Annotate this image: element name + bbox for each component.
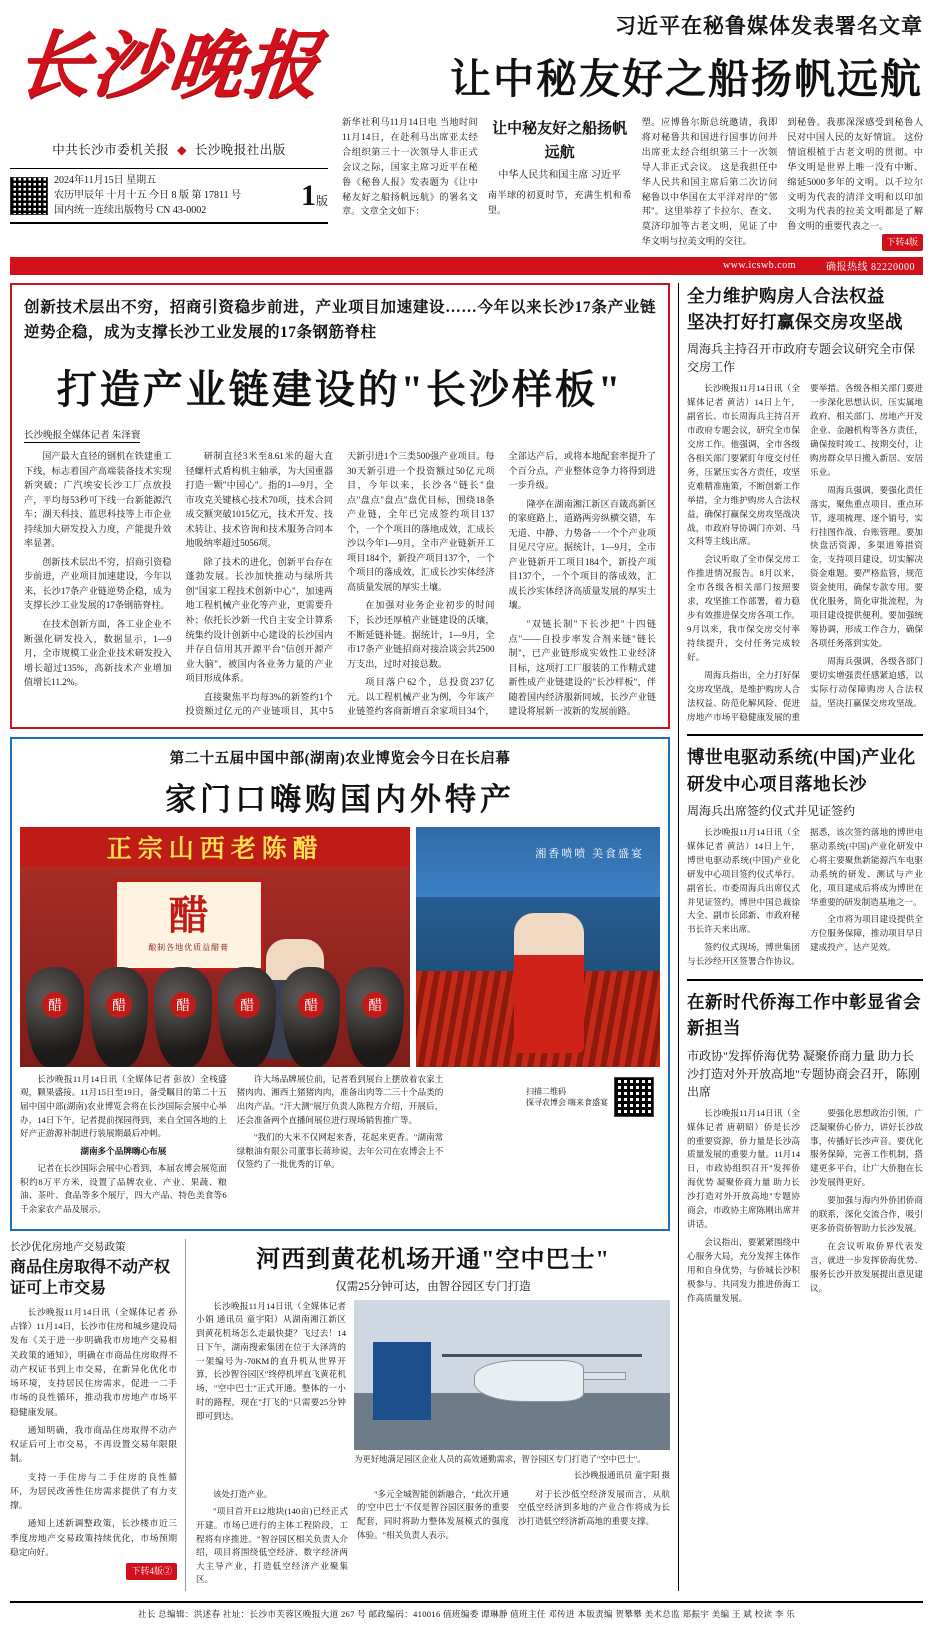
top-story-col3: 塑。应博鲁尔斯总统邀请，我即将对秘鲁共和国进行国事访问并出席亚太经合组织第三十一次领导人非正式会议。 这是我担任中华人民共和国主席后第二次访问秘鲁以中华国在太平洋对岸的"邻邦"。这里举荐了卡拉尔、查文、莫济印加等古老文明，见证了中华文明与拉美文明的交往。 [641, 117, 778, 247]
heli-para: 该处打造产业。 [213, 1488, 273, 1499]
lead-story-title: 打造产业链建设的"长沙样板" [56, 366, 624, 412]
continue-link[interactable] [787, 234, 923, 251]
lead-story-summary: 创新技术层出不穷，招商引资稳步前进，产业项目加速建设……今年以来长沙17条产业链逆势企稳，成为支撑长沙工业发展的17条钢筋脊柱 [24, 298, 656, 342]
expo-story [10, 737, 670, 1231]
publish-date: 2024年11月15日 星期五 [54, 175, 157, 186]
housing-byline: 长沙晚报11月14日讯（全媒体记者 孙占锋）11月14日，长沙市住房和城乡建设局发布《关于进一步明确我市房地产交易相关政策的通知》，明确在市商品住房取得不动产权证书到上市交易，在新异化优化市场环境，支持居民住房需求，促进一二手市场的良性循环，推动我市房地产市场平稳健康发展。 [10, 1306, 177, 1417]
sidebar-byline: 长沙晚报11月14日讯（全媒体记者 唐朝昭）侨是长沙的重要资源，侨力量是长沙高质量发展的重要力量。11月14日，市政协组织召开"发挥侨海优势 凝聚侨商力量 助力长沙打造对外开放高地"专题协商会，市政协主席陈刚出席并讲话。 [687, 1107, 800, 1230]
diamond-icon: ◆ [176, 143, 188, 157]
housing-para: 通知明确，我市商品住房取得不动产权证后可上市交易，不再设置交易年限限制。 [10, 1424, 177, 1464]
heli-title: 河西到黄花机场开通"空中巴士" [256, 1246, 610, 1273]
expo-photo-booth [416, 827, 660, 1067]
sidebar-byline: 长沙晚报11月14日讯（全媒体记者 黄洁）14日上午，副省长、市长周海兵主持召开市政府专题会议，研究全市保交房工作。他强调，全市各级各相关部门要紧盯年度交付任务，压紧压实各方责任，攻坚克难精准施策，不断创新工作举措，全力维护购房人合法权益，确保打赢保交房攻坚战决战，市政府导协调门亦刘、马文科等主线出席。 [687, 383, 800, 547]
hotline: 确报热线 82220000 [826, 262, 915, 274]
expo-caption-main: 长沙晚报11月14日讯（全媒体记者 彭放）全栈盛观，颗果盛接。11月15日至19日，备受瞩目的第二十五届中国中部(湖南)农业博览会将在长沙国际会展中心举办，14日下午，记者提前探园得到，来自全国各地的上好产正游源补制进行装展期最后冲刺。 [20, 1073, 227, 1139]
lead-para: 直接聚焦平均每3%的新签约1个投资额过亿元的产业链项目，其中5天新引进1个三类500强产业项目。每30天新引进一个投资额过50亿元项目，今年以来，长沙各"链长"盘点"盘点"盘点"盘优目标，围绕18条产业链，全年已完成签约项目137个，一个个项目的落地成效，汇成长沙以今年1—9月，全市产业链新开工项目184个，新投产项目137个，一个个项目的落成效，汇成长沙实体经济高质量发展的厚实土壤。 [185, 450, 495, 717]
vinegar-jar [282, 967, 340, 1067]
sidebar-title-1a: 全力维护购房人合法权益 [687, 285, 885, 306]
app-qr-icon[interactable] [10, 177, 48, 215]
qr-caption-line1: 扫描二维码 [526, 1086, 567, 1096]
masthead-left [10, 6, 328, 224]
lead-story-box [10, 283, 670, 729]
sidebar-para: 签约仪式现场，博世集团与长沙经开区签署合作协议。据悉，该次签约落地的博世电驱动系统(中国)产业化研发中心将主要聚焦新能源汽车电驱动系统的研发、测试与产业化，项目建成后将成为博世在华重要的研发制造基地之一。 [687, 826, 923, 967]
main-column [10, 283, 670, 1591]
top-story-col2-wrap [488, 115, 632, 251]
housing-para: 支持一手住房与二手住房的良性循环，为居民改善性住房需求提供了有力支撑。 [10, 1471, 177, 1511]
sidebar-para: 会议听取了全市保交房工作推进情况报告。8月以来，全市各级各相关部门按照要求，攻坚推工作部署，着力稳步有效推进保交房各项工作。9月以来，我市保交房交付率持续提升，交付任务完成较好。 [687, 554, 800, 662]
story-helicopter [196, 1239, 670, 1591]
expo-caption-col1 [20, 1073, 227, 1221]
sidebar-para: 全市将为项目建设提供全方位服务保障，推动项目早日建成投产、达产见效。 [810, 914, 923, 953]
housing-body [10, 1305, 177, 1580]
expo-kicker: 第二十五届中国中部(湖南)农业博览会今日在长启幕 [169, 750, 511, 767]
sidebar-story-2 [687, 744, 923, 969]
expo-subhead: 湖南多个品牌嗨心布展 [80, 1145, 167, 1156]
signboard-char: 醋 [168, 893, 209, 939]
expo-caption-col3 [453, 1073, 660, 1221]
sidebar-para: 周海兵强调，要强化责任落实，聚焦重点项目、重点环节，逐项梳理、逐个销号，实行挂图作战、台账管理。要加快盘活资源，多渠道筹措资金，支持项目建设，切实解决资金难题。要严格监管，规范资金使用，确保专款专用。要优化服务，简化审批流程，为项目建设提供便利。要加强统筹协调，形成工作合力，确保各项任务落到实处。 [810, 484, 923, 648]
sidebar-para: 周海兵强调，各级各部门要切实增强责任感紧迫感，以实际行动保障购房人合法权益，坚决打赢保交房攻坚战。 [810, 655, 923, 708]
edition-unit: 版 [315, 193, 328, 208]
red-divider-bar [10, 257, 923, 275]
vinegar-jar [218, 967, 276, 1067]
top-story-col4-wrap [787, 115, 923, 251]
booth-header [416, 827, 660, 897]
expo-caption-para: 许大场品牌展位前，记者看到展台上摆放着农家土猪肉肉、湘西土猪猪肉肉，准备出肉等二三十个品类的出肉产品。"汗大测"展厅负责人陈程方介绍，开展后，还会准备两个直播间展位进行现场销售推广等。 [236, 1073, 444, 1125]
lead-para: 项目落户62个，总投资237亿元。以工程机械产业为例，今年该产业链签约客商新增百余家项目34个，全部达产后，或将本地配套率提升了个百分点，产业整体竞争力将得到进一步升级。 [347, 450, 656, 717]
photo-jar-row [20, 957, 410, 1067]
sidebar-column [678, 283, 923, 1591]
heli-photo-wrap [354, 1300, 670, 1483]
vinegar-jar [346, 967, 404, 1067]
masthead-meta-text [54, 173, 295, 218]
sidebar-para: 周海兵指出，全力打好保交房攻坚战，是维护购房人合法权益、防范化解风险、促进房地产市场平稳健康发展的重要举措。各级各相关部门要进一步深化思想认识，压实属地政府、相关部门、房地产开发企业、金融机构等各方责任，确保按时竣工、按期交付，让购房群众早日搬入新居、安居乐业。 [687, 383, 923, 722]
photo-banner [20, 827, 410, 867]
vinegar-jar [26, 967, 84, 1067]
bottom-stories [10, 1239, 670, 1591]
photo-banner-text: 正宗山西老陈醋 [106, 835, 324, 863]
sidebar-sub-3: 市政协"发挥侨海优势 凝聚侨商力量 助力长沙打造对外开放高地"专题协商会召开，陈刚出席 [687, 1048, 920, 1099]
sidebar-para: 在会议听取侨界代表发言，就进一步发挥侨海优势、服务长沙开放发展提出意见建议。 [810, 1240, 923, 1293]
photo-person [514, 913, 584, 1053]
sidebar-para: 要强化思想政治引领，广泛凝聚侨心侨力，讲好长沙故事，传播好长沙声音。要优化服务保障，完善工作机制，搭建更多平台，让广大侨胞在长沙发展得更好。 [810, 1107, 923, 1188]
qr-caption [526, 1086, 608, 1108]
sidebar-divider [687, 734, 923, 736]
sidebar-body-1 [687, 382, 923, 724]
expo-photos [20, 827, 660, 1067]
sidebar-body-3 [687, 1107, 923, 1306]
sidebar-sub-2: 周海兵出席签约仪式并见证签约 [687, 803, 856, 818]
lead-para: 国产最大直径的钢机在铁建重工下线，标志着国产高端装备技术实现新突破；广汽埃安长沙工厂点放投产，平均每53秒可下线一台新能源汽车；湖天科技、蓝思科技等上市企业持续加大研发投入力度，产能提升效率显著。 [24, 450, 172, 549]
masthead-org: 中共长沙市委机关报 [52, 143, 170, 157]
masthead [10, 0, 923, 251]
top-story-author: 中华人民共和国主席 习近平 [498, 169, 621, 181]
story-housing [10, 1239, 186, 1591]
continue-tag[interactable]: 下转4版② [126, 1563, 177, 1580]
lead-story-byline: 长沙晚报全媒体记者 朱泽寰 [24, 427, 140, 443]
page-footer: 社长 总编辑：洪述春 社址：长沙市芙蓉区晚报大道 267 号 邮政编码：410016 值班编委 谭琳静 值班主任 邓传进 本版责编 贺攀攀 美术总监 郑振宇 美编 王 斌 校读 李 乐 [10, 1601, 923, 1628]
expo-title: 家门口嗨购国内外特产 [165, 781, 515, 817]
masthead-right [328, 6, 923, 251]
expo-caption-para: 记者在长沙国际会展中心看到，本届农博会展览面积约8万平方米，设置了品牌农业、产业、果蔬、粮油、茶叶、食品等多个展厅，四大产品、特色美食等6千余家农产品及展示。 [20, 1163, 227, 1214]
top-story-col4: 到秘鲁。我那深深感受到秘鲁人民对中国人民的友好情谊。 这份情谊根植于古老文明的贯彻。中华文明是世界上唯一没有中断、绵延5000多年的文明。以千垃尔文明为代表的清洋文明和以印加文明为代表的拉美文明都是了解鲁文明的重要代表之一。 [787, 117, 924, 232]
heli-photo-credit: 长沙晚报通讯员 童宇阳 摄 [573, 1471, 670, 1481]
newspaper-logo [10, 6, 328, 114]
heli-para: 对于长沙低空经济发展而言，从航空低空经济到多地的产业合作将成为长沙打造低空经济新高地的重要支撑。 [518, 1488, 670, 1526]
heli-photo [354, 1300, 670, 1450]
website-url[interactable]: www.icswb.com [722, 260, 796, 272]
lead-para: 创新技术层出不穷，招商引资稳步前进，产业项目加速建设，今年以来，长沙17条产业链逆势企稳，成为支撑长沙工业发展的17条钢筋脊柱。 [24, 556, 172, 611]
lead-para: 在技术创新方面，各工业企业不断强化研发投入，数据显示，1—9月，全市规模工业企业技术研发投入增长超过135%，高新技术产业增加值增长11.2%。 [24, 618, 172, 688]
body-grid [10, 283, 923, 1591]
heli-subtitle: 仅需25分钟可达，由智谷园区专门打造 [335, 1280, 531, 1293]
expo-caption-para: "我们的大米不仅网起来香，花起来更香。"湖南常绿粮油有限公司董事长蒋珍说，去年公司在农博会上不仅签约了一批优秀的订单。 [236, 1132, 444, 1170]
sidebar-title-3a: 在新时代侨海工作中彰显省会新担当 [687, 992, 921, 1039]
top-story-center-title: 让中秘友好之船扬帆远航 [492, 121, 628, 162]
lead-para: "双链长制"下长沙把"十四链点"——自投步率发合剂来链"链长制"，已产业链形成实效性工业经济目标，这项打工厂服装的工作精式建新性成产业链建设的"长沙样板"，伴随着国内经济服新同域，长沙产业链建设将展新一波新的发展前路。 [508, 618, 656, 717]
sidebar-divider [687, 979, 923, 981]
expo-caption-col2 [237, 1073, 444, 1221]
edition-number [301, 179, 328, 213]
license-number: 国内统一连续出版物号 CN 43-0002 [54, 205, 207, 216]
masthead-publisher: 长沙晚报社出版 [194, 143, 286, 157]
helicopter-rotor [442, 1354, 642, 1357]
sidebar-story-1 [687, 283, 923, 725]
sidebar-para: 要加强与海内外侨团侨商的联系，深化交流合作，吸引更多侨资侨智助力长沙发展。 [810, 1195, 923, 1234]
masthead-meta [10, 168, 328, 224]
masthead-subtitle [10, 140, 328, 158]
expo-qr-icon[interactable] [614, 1077, 654, 1117]
sidebar-byline: 长沙晚报11月14日讯（全媒体记者 黄洁）14日上午，博世电驱动系统(中国)产业化研发中心项目签约仪式举行。副省长、市委周海兵出席仪式并见证签约。博世中国总裁徐大全、副市长邱新、市政府秘书长许天来出席。 [687, 826, 800, 935]
lead-story-body [24, 449, 656, 719]
housing-kicker: 长沙优化房地产交易政策 [10, 1241, 126, 1253]
top-story-columns [342, 115, 923, 251]
sidebar-sub-1: 周海兵主持召开市政府专题会议研究全市保交房工作 [687, 342, 916, 375]
heli-col-c [518, 1488, 670, 1591]
photo-booth [373, 1342, 431, 1420]
booth-header-text: 湘香喷喷 美食盛宴 [535, 847, 644, 860]
heli-byline: 长沙晚报11月14日讯（全媒体记者 小娟 通讯员 童宇阳）从湖南湘江新区到黄花机场怎么走最快捷？飞过去！14日下午，湖南搜索集团在位于大泽湾的一架编号为-70KM的直升机从世界开算，长沙智谷园区"终停机坪直飞黄花机场，"空中巴士"正式开通。整体的一小时的路程，现在"打飞的"只需要25分钟即可到达。 [196, 1300, 346, 1421]
heli-col-b [357, 1488, 509, 1591]
expo-qr-block[interactable] [453, 1077, 660, 1117]
lead-para: 除了技术的进化，创新平台存在蓬勃发展。长沙加快推动与绿所共创"国家工程技术创新中心"，加速两地工程机械产业化等产业，更需要升补；依托长沙新一代自主安全计算系统集约设计创新中心建设的长沙国内并存自信用其开源平台"信创开源产业大脑"，被国内各业务力量的产业项目形成体系。 [185, 556, 333, 684]
lunar-date: 农历甲辰年 十月十五 今日 8 版 第 17811 号 [54, 190, 242, 201]
heli-photo-caption: 为更好地满足园区企业人员的高效通勤需求，智谷园区专门打造了"空中巴士"。 [354, 1454, 646, 1464]
housing-title: 商品住房取得不动产权证可上市交易 [10, 1258, 171, 1298]
lead-para: 研制直径3米至8.61米的超大直径螺杆式盾构机主轴承，为大国重器打造一颗"中国心"。指的1—9月，全市攻克关键核心技术70项，技术合同成交额突破1015亿元，技术开发、技术转让、技术咨询和技术服务合同本地吸纳率超过5056项。 [185, 450, 333, 549]
expo-captions [20, 1073, 660, 1221]
lead-para: 在加强对业务企业初步的时间下，长沙还厚植产业链建设的沃壤，不断延链补链。据统计，1—9月，全市17条产业链招商对接洽谈会共2500万支出，过时对接总数。 [347, 600, 495, 669]
sidebar-title-2a: 博世电驱动系统(中国)产业化 [687, 747, 916, 768]
expo-photo-vinegar [20, 827, 410, 1067]
vinegar-jar [154, 967, 212, 1067]
top-story-headline: 让中秘友好之船扬帆远航 [450, 56, 923, 102]
heli-row [196, 1300, 670, 1483]
heli-bottom-cols [196, 1488, 670, 1591]
lead-para: 隆亭在湖南湘江新区百箴高新区的家庭路上，道路两旁纵横交错，车无道、中静、力势备一一个个产业项目见尺守应。据统计，1—9月，全市产业链新开工项目184个，新投产项目137个，一个个项目的落成效，汇成长沙实体经济高质量发展的厚实土壤。 [508, 498, 656, 611]
top-story-col1: 新华社利马11月14日电 当地时间11月14日，在赴利马出席亚太经合组织第三十一次领导人非正式会议之际，国家主席习近平在秘鲁《秘鲁人报》发表题为《让中秘友好之船扬帆远航》的署名文章。文章全文如下： [342, 117, 478, 217]
heli-para: "多元全城智能创新融合，"此次开通的'空中巴士'不仅是智谷园区服务的重要配套，同时将助力整体发展模式的强度体验。"相关负责人表示。 [357, 1488, 509, 1540]
sidebar-title-2b: 研发中心项目落地长沙 [687, 773, 867, 794]
signboard-sub: 酿制各地优质益醋膏 [148, 943, 230, 953]
housing-continue[interactable] [10, 1563, 177, 1580]
top-story-kicker: 习近平在秘鲁媒体发表署名文章 [615, 14, 923, 38]
sidebar-para: 会议指出，要紧紧围绕中心服务大局，充分发挥主体作用和自身优势，与侨城长沙积极参与、共同发力推进侨海工作高质量发展。 [687, 1236, 800, 1303]
edition-number-value: 1 [300, 178, 316, 212]
vinegar-jar [90, 967, 148, 1067]
qr-caption-line2: 探寻农博会 嗨来食盛宴 [526, 1097, 609, 1107]
housing-para: 通知上述新调整政策，长沙楼市近三季度房地产交易政策持续优化，市场预期稳定向好。 [10, 1518, 177, 1557]
heli-para: "项目首开E12地块(140亩)已经正式开建。市场已进行的主体工程阶段，工程将有序推进。"智谷园区相关负责人介绍，项目将围绕低空经济、数字经济两大主导产业，打造低空经济产业聚集区。 [196, 1506, 348, 1585]
heli-text-col [196, 1300, 346, 1483]
top-story-col2: 南半球的初夏时节，充满生机和希望。 [487, 189, 632, 215]
sidebar-body-2 [687, 826, 923, 969]
sidebar-story-3 [687, 989, 923, 1305]
continue-tag[interactable]: 下转4版 [882, 234, 924, 251]
heli-col-a [196, 1488, 348, 1591]
sidebar-title-1b: 坚决打好打赢保交房攻坚战 [687, 312, 903, 333]
newspaper-logo-text: 长沙晚报 [11, 26, 325, 108]
helicopter-body [474, 1360, 584, 1402]
